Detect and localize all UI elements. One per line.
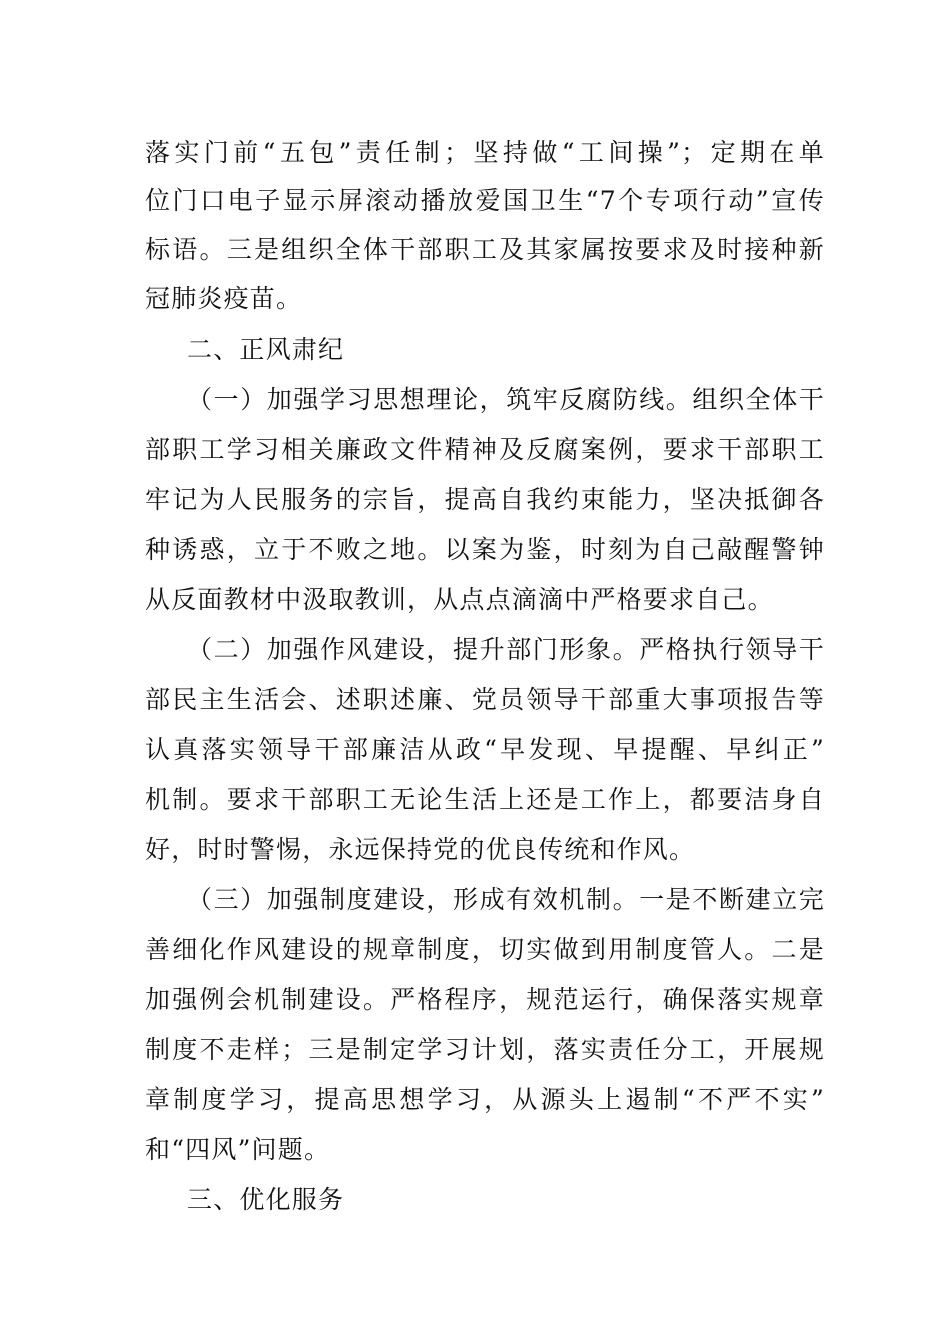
text-line: 制度不走样；三是制定学习计划，落实责任分工，开展规 [145,1035,825,1064]
text-line: 机制。要求干部职工无论生活上还是工作上，都要洁身自 [145,785,825,814]
section-heading: 三、优化服务 [187,1185,345,1214]
text-line: 标语。三是组织全体干部职工及其家属按要求及时接种新 [145,235,825,264]
section-heading: 二、正风肃纪 [187,335,345,364]
text-line: 从反面教材中汲取教训，从点点滴滴中严格要求自己。 [145,585,774,614]
text-line: 冠肺炎疫苗。 [145,284,303,313]
paragraph-first-line: （二）加强作风建设，提升部门形象。严格执行领导干 [187,635,825,664]
text-line: 落实门前“五包”责任制；坚持做“工间操”；定期在单 [145,138,825,167]
text-line: 位门口电子显示屏滚动播放爱国卫生“7个专项行动”宣传 [145,186,825,215]
text-line: 章制度学习，提高思想学习，从源头上遏制“不严不实” [145,1085,825,1114]
text-line: 认真落实领导干部廉洁从政“早发现、早提醒、早纠正” [145,735,825,764]
text-line: 部民主生活会、述职述廉、党员领导干部重大事项报告等 [145,685,825,714]
paragraph-first-line: （一）加强学习思想理论，筑牢反腐防线。组织全体干 [187,385,825,414]
text-line: 牢记为人民服务的宗旨，提高自我约束能力，坚决抵御各 [145,485,825,514]
text-line: 和“四风”问题。 [145,1135,331,1164]
text-line: 好，时时警惕，永远保持党的优良传统和作风。 [145,835,696,864]
text-line: 善细化作风建设的规章制度，切实做到用制度管人。二是 [145,935,825,964]
text-line: 部职工学习相关廉政文件精神及反腐案例，要求干部职工 [145,435,825,464]
paragraph-first-line: （三）加强制度建设，形成有效机制。一是不断建立完 [187,885,825,914]
text-line: 加强例会机制建设。严格程序，规范运行，确保落实规章 [145,985,825,1014]
text-line: 种诱惑，立于不败之地。以案为鉴，时刻为自己敲醒警钟 [145,535,825,564]
